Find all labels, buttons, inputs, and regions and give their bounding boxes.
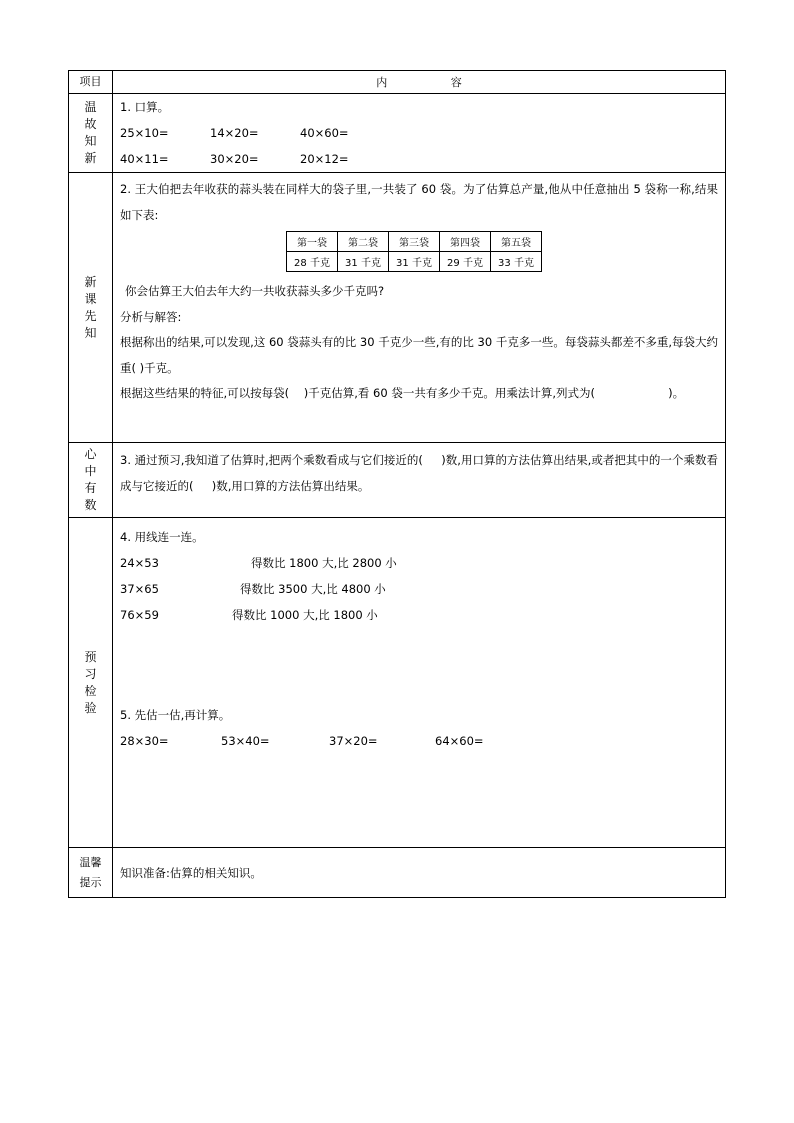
q4-expression: 24×53: [120, 556, 159, 570]
bag-header: 第二袋: [338, 232, 389, 252]
q4-range: 得数比 3500 大,比 4800 小: [240, 582, 386, 596]
new-lesson-paragraph-1: 根据称出的结果,可以发现,这 60 袋蒜头有的比 30 千克少一些,有的比 30 千克多一些。每袋蒜头都差不多重,每袋大约重( )千克。: [120, 335, 718, 375]
bag-header: 第五袋: [491, 232, 542, 252]
check-content: [113, 518, 726, 848]
tip-content: [113, 848, 726, 898]
bag-weight-table: [286, 231, 542, 272]
bag-header: 第四袋: [440, 232, 491, 252]
new-lesson-label: 新课先知: [84, 274, 97, 340]
q4-line-2: [113, 576, 725, 602]
problem: 25×10=: [120, 126, 169, 140]
bag-weight: 28 千克: [287, 252, 338, 272]
header-content: 内 容: [113, 71, 726, 94]
q4-range: 得数比 1800 大,比 2800 小: [251, 556, 397, 570]
bag-header: 第三袋: [389, 232, 440, 252]
check-label: 预习检验: [84, 649, 97, 715]
lesson-table: [68, 70, 726, 898]
bag-weight: 31 千克: [338, 252, 389, 272]
tip-text: 知识准备:估算的相关知识。: [120, 865, 262, 880]
problem: 14×20=: [210, 126, 259, 140]
tip-label: 温馨提示: [79, 855, 102, 889]
bag-header-row: [287, 232, 542, 252]
bag-weight: 31 千克: [389, 252, 440, 272]
q4-line-1: [113, 550, 725, 576]
header-row: [69, 71, 726, 94]
q5-line: [113, 728, 725, 754]
bag-weight-row: [287, 252, 542, 272]
tip-row: [69, 848, 726, 898]
review-label: 温故知新: [84, 100, 97, 165]
bag-header: 第一袋: [287, 232, 338, 252]
summary-text: 3. 通过预习,我知道了估算时,把两个乘数看成与它们接近的( )数,用口算的方法估算出结果,或者把其中的一个乘数看成与它接近的( )数,用口算的方法估算出结果。: [120, 453, 718, 493]
bag-weight: 33 千克: [491, 252, 542, 272]
problem: 40×11=: [120, 152, 169, 166]
summary-content: [113, 443, 726, 518]
q4-title: 4. 用线连一连。: [120, 530, 204, 544]
summary-row: [69, 443, 726, 518]
summary-label: 心中有数: [84, 447, 97, 512]
q5-problem: 37×20=: [329, 734, 378, 748]
problem: 20×12=: [300, 152, 349, 166]
new-lesson-analysis: 分析与解答:: [120, 310, 182, 324]
new-lesson-row: [69, 173, 726, 443]
review-content: [113, 94, 726, 173]
new-lesson-content: [113, 173, 726, 443]
check-row: [69, 518, 726, 848]
q5-problem: 28×30=: [120, 734, 169, 748]
problem: 40×60=: [300, 126, 349, 140]
review-row: [69, 94, 726, 173]
review-line-2: [113, 146, 725, 172]
review-line-1: [113, 120, 725, 146]
q4-range: 得数比 1000 大,比 1800 小: [232, 608, 378, 622]
header-item: 项目: [69, 71, 113, 94]
q5-title: 5. 先估一估,再计算。: [120, 708, 231, 722]
review-title: 1. 口算。: [120, 100, 170, 114]
bag-weight: 29 千克: [440, 252, 491, 272]
q4-expression: 37×65: [120, 582, 159, 596]
q4-expression: 76×59: [120, 608, 159, 622]
problem: 30×20=: [210, 152, 259, 166]
new-lesson-paragraph-2: 根据这些结果的特征,可以按每袋( )千克估算,看 60 袋一共有多少千克。用乘法计算,列式为( )。: [120, 386, 685, 400]
q5-problem: 53×40=: [221, 734, 270, 748]
q4-line-3: [113, 602, 725, 628]
new-lesson-question: 你会估算王大伯去年大约一共收获蒜头多少千克吗?: [125, 284, 385, 298]
q5-problem: 64×60=: [435, 734, 484, 748]
new-lesson-intro: 2. 王大伯把去年收获的蒜头装在同样大的袋子里,一共装了 60 袋。为了估算总产量,他从中任意抽出 5 袋称一称,结果如下表:: [120, 182, 718, 222]
